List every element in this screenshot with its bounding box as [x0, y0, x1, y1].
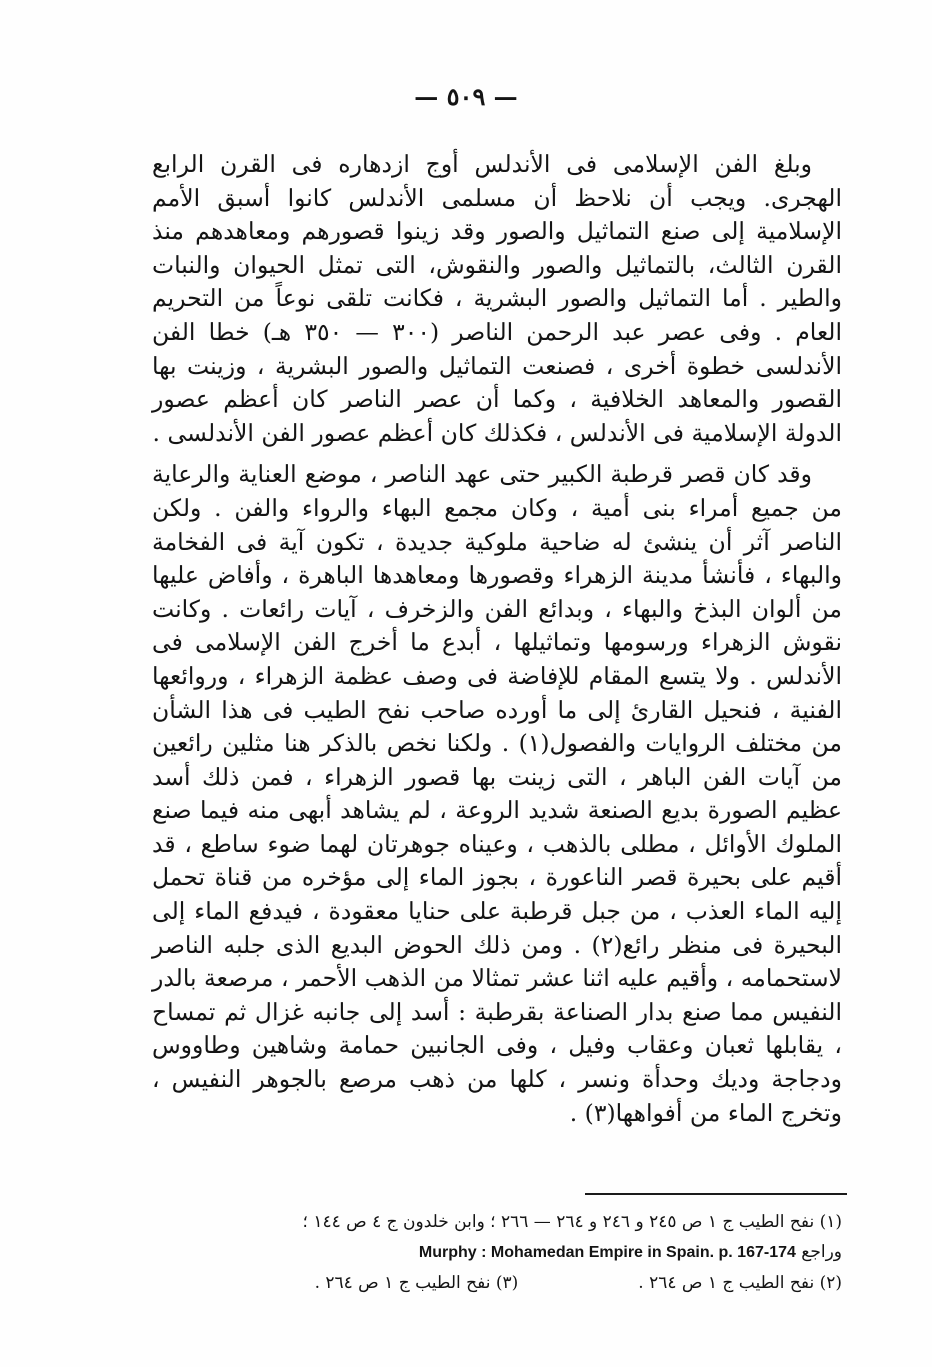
footnote-2: (٢) نفح الطيب ج ١ ص ٢٦٤ . — [638, 1273, 842, 1293]
footnote-1-continued — [152, 1237, 842, 1268]
footnote-3: (٣) نفح الطيب ج ١ ص ٢٦٤ . — [314, 1273, 519, 1293]
footnotes — [152, 1207, 842, 1298]
page-number: — ٥٠٩ — — [414, 82, 518, 111]
footnote-1: (١) نفح الطيب ج ١ ص ٢٤٥ و ٢٤٦ و ٢٦٤ — ٢٦٦ ؛ وابن خلدون ج ٤ ص ١٤٤ ؛ — [302, 1212, 842, 1232]
footnote-1-latin-reference: Murphy : Mohamedan Empire in Spain. p. 167-174 — [418, 1244, 796, 1261]
footnote-divider — [585, 1193, 847, 1195]
footnotes-2-3-row — [152, 1268, 842, 1298]
body-text — [152, 148, 842, 1130]
footnote-1-prefix: وراجع — [801, 1242, 842, 1262]
paragraph-1: وبلغ الفن الإسلامى فى الأندلس أوج ازدهاره فى القرن الرابع الهجرى. ويجب أن نلاحظ أن مسلمى الأندلس كانوا أسبق الأمم الإسلامية إلى صنع التماثيل والصور وقد زينوا قصورهم ومعاهدهم منذ القرن الثالث، بالتماثيل والصور والنقوش، التى تمثل الحيوان والنبات والطير . أما التماثيل والصور البشرية ، فكانت تلقى نوعاً من التحريم العام . وفى عصر عبد الرحمن الناصر (٣٠٠ — ٣٥٠ هـ) خطا الفن الأندلسى خطوة أخرى ، فصنعت التماثيل والصور البشرية ، وزينت بها القصور والمعاهد الخلافية ، وكما أن عصر الناصر كان أعظم عصور الدولة الإسلامية فى الأندلس ، فكذلك كان أعظم عصور الفن الأندلسى . — [152, 150, 842, 447]
paragraph-2: وقد كان قصر قرطبة الكبير حتى عهد الناصر ، موضع العناية والرعاية من جميع أمراء بنى أمية ، وكان مجمع البهاء والرواء والفن . ولكن الناصر آثر أن ينشئ له ضاحية ملوكية جديدة ، تكون آية فى الفخامة والبهاء ، فأنشأ مدينة الزهراء وقصورها ومعاهدها الباهرة ، وأفاض عليها من ألوان البذخ والبهاء ، وبدائع الفن والزخرف ، آيات رائعات . وكانت نقوش الزهراء ورسومها وتماثيلها ، أبدع ما أخرج الفن الإسلامى فى الأندلس . ولا يتسع المقام للإفاضة فى وصف عظمة الزهراء ، وروائعها الفنية ، فنحيل القارئ إلى ما أورده صاحب نفح الطيب فى هذا الشأن من مختلف الروايات والفصول(١) . ولكنا نخص بالذكر هنا مثلين رائعين من آيات الفن الباهر ، التى زينت بها قصور الزهراء ، فمن ذلك أسد عظيم الصورة بديع الصنعة شديد الروعة ، لم يشاهد أبهى منه فيما صنع الملوك الأوائل ، مطلى بالذهب ، وعيناه جوهرتان لهما ضوء ساطع ، قد أقيم على بحيرة قصر الناعورة ، بجوز الماء إلى مؤخره من قناة تحمل إليه الماء العذب ، من جبل قرطبة على حنايا معقودة ، فيدفع الماء إلى البحيرة فى منظر رائع(٢) . ومن ذلك الحوض البديع الذى جلبه الناصر لاستحمامه ، وأقيم عليه اثنا عشر تمثالا من الذهب الأحمر ، مرصعة بالدر النفيس مما صنع بدار الصناعة بقرطبة : أسد إلى جانبه غزال ثم تمساح ، يقابلها ثعبان وعقاب وفيل ، وفى الجانبين حمامة وشاهين وطاووس ودجاجة وديك وحدأة ونسر ، كلها من ذهب مرصع بالجوهر النفيس ، وتخرج الماء من أفواهها(٣) . — [152, 460, 842, 1127]
